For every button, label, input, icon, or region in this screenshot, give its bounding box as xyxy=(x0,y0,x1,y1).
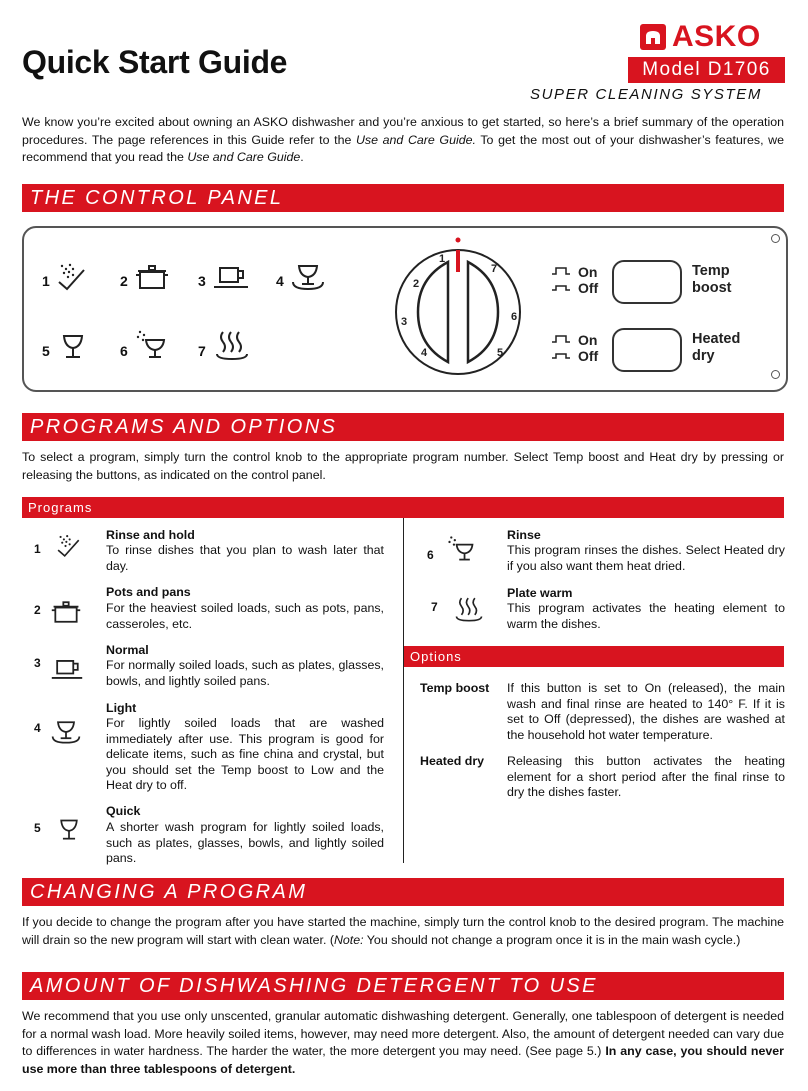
panel-screw-bottom xyxy=(771,370,780,379)
tagline: SUPER CLEANING SYSTEM xyxy=(530,86,762,103)
option-heated-dry-label: Heated dry xyxy=(420,754,485,768)
intro-text-1: We know you’re excited about owning an ASKO dishwasher and you’re anxious to get started, so here’s a brief summary of the operation procedures. The page references in this Guide refer to the xyxy=(22,115,784,147)
changing-program-heading: CHANGING A PROGRAM xyxy=(22,878,784,906)
panel-program-5-number: 5 xyxy=(42,343,50,359)
temp-boost-label-line1: Temp xyxy=(692,263,730,279)
panel-program-2-number: 2 xyxy=(120,273,128,289)
intro-emphasis-1: Use and Care Guide. xyxy=(355,132,476,147)
program-3-title: Normal xyxy=(106,643,149,657)
program-1-title: Rinse and hold xyxy=(106,528,195,542)
temp-boost-off-label: Off xyxy=(578,280,599,296)
panel-program-6-number: 6 xyxy=(120,343,128,359)
panel-program-7-number: 7 xyxy=(198,343,206,359)
cup-icon-list xyxy=(50,655,84,683)
dial-number-4: 4 xyxy=(420,347,428,359)
program-6-number: 6 xyxy=(427,548,434,562)
program-1-desc: To rinse dishes that you plan to wash later that day. xyxy=(106,543,384,573)
temp-boost-label-line2: boost xyxy=(692,280,732,296)
asko-logo xyxy=(640,20,761,54)
option-temp-boost-label: Temp boost xyxy=(420,681,490,695)
program-7-desc: This program activates the heating element to warm the dishes. xyxy=(507,601,785,631)
detergent-text xyxy=(22,1008,784,1078)
rinse-hold-icon xyxy=(54,262,88,292)
panel-program-4-number: 4 xyxy=(276,273,284,289)
detergent-warning: In any case, you should never use more than three tablespoons of detergent. xyxy=(22,1044,784,1076)
program-7-number: 7 xyxy=(431,600,438,614)
program-3-desc: For normally soiled loads, such as plates, glasses, bowls, and lightly soiled pans. xyxy=(106,658,384,688)
dial-number-2: 2 xyxy=(412,278,420,290)
dial-number-6: 6 xyxy=(510,311,518,323)
option-heated-dry-desc: Releasing this button activates the heating element for a short period after the final rinse to dry the dishes faster. xyxy=(507,754,785,800)
program-4-desc: For lightly soiled loads that are washed immediately after use. This program is good for delicate items, such as fine china and crystal, but you should set the Temp boost to Low and the Heat dry to off. xyxy=(106,716,384,793)
intro-text-3: . xyxy=(300,150,304,164)
program-5-number: 5 xyxy=(34,821,41,835)
program-4-number: 4 xyxy=(34,721,41,735)
program-4-title: Light xyxy=(106,701,137,715)
program-2-desc: For the heaviest soiled loads, such as pots, pans, casseroles, etc. xyxy=(106,601,384,631)
option-temp-boost-desc: If this button is set to On (released), the main wash and final rinse are heated to 140° F. If it is set to Off (depressed), the dishes are washed at the household hot water temperature. xyxy=(507,681,785,742)
programs-intro-text: To select a program, simply turn the control knob to the appropriate program number. Select Temp boost and Heat dry by pressing or releasing the buttons, as indicated on the control panel. xyxy=(22,450,784,482)
wine-glass-icon-list xyxy=(50,718,82,746)
heated-dry-label-line1: Heated xyxy=(692,331,741,347)
cup-icon xyxy=(212,262,250,292)
changing-text-1: If you decide to change the program after you have started the machine, simply turn the control knob to the desired program. The machine will drain so the new program will start with clean water. ( xyxy=(22,915,784,947)
pot-icon xyxy=(134,262,170,292)
changing-program-text xyxy=(22,914,784,949)
changing-text-2: You should not change a program once it is in the main wash cycle.) xyxy=(363,932,741,947)
button-up-down-icon-2 xyxy=(550,332,572,362)
program-2-number: 2 xyxy=(34,603,41,617)
intro-emphasis-2: Use and Care Guide xyxy=(187,150,301,164)
plate-warm-icon xyxy=(214,328,250,362)
button-up-down-icon xyxy=(550,264,572,294)
control-panel-heading: THE CONTROL PANEL xyxy=(22,184,784,212)
dial-number-3: 3 xyxy=(400,316,408,328)
program-2-title: Pots and pans xyxy=(106,585,191,599)
model-badge: Model D1706 xyxy=(628,57,785,83)
program-5-desc: A shorter wash program for lightly soiled loads, such as plates, glasses, bowls, and lightly soiled pans. xyxy=(106,820,384,866)
panel-screw-top xyxy=(771,234,780,243)
plate-warm-icon-list xyxy=(454,594,484,624)
glass-icon xyxy=(58,332,88,362)
asko-logo-icon xyxy=(640,24,666,50)
programs-subheading: Programs xyxy=(22,497,784,518)
rinse-icon-list xyxy=(446,534,476,564)
program-5-title: Quick xyxy=(106,804,141,818)
rinse-icon xyxy=(134,328,168,362)
heated-dry-off-label: Off xyxy=(578,348,599,364)
column-divider xyxy=(403,518,404,863)
intro-paragraph xyxy=(22,114,784,167)
rinse-hold-icon-list xyxy=(54,532,82,560)
dial-number-5: 5 xyxy=(496,347,504,359)
program-6-title: Rinse xyxy=(507,528,541,542)
pot-icon-list xyxy=(50,598,82,626)
programs-options-heading: PROGRAMS AND OPTIONS xyxy=(22,413,784,441)
heated-dry-label-line2: dry xyxy=(692,348,715,364)
temp-boost-button[interactable] xyxy=(612,260,682,304)
program-dial[interactable] xyxy=(386,232,530,382)
dial-number-7: 7 xyxy=(490,263,498,275)
changing-note-label: Note: xyxy=(333,932,364,947)
wine-glass-icon xyxy=(290,262,326,292)
intro-text-2: To get the most out of your dishwasher’s features, we recommend that you read the xyxy=(22,132,784,164)
page-title: Quick Start Guide xyxy=(22,44,288,80)
panel-program-1-number: 1 xyxy=(42,273,50,289)
panel-program-3-number: 3 xyxy=(198,273,206,289)
program-3-number: 3 xyxy=(34,656,41,670)
program-1-number: 1 xyxy=(34,542,41,556)
temp-boost-on-label: On xyxy=(578,264,598,280)
program-7-title: Plate warm xyxy=(507,586,573,600)
dial-number-1: 1 xyxy=(438,253,446,265)
heated-dry-button[interactable] xyxy=(612,328,682,372)
glass-icon-list xyxy=(56,816,82,844)
program-6-desc: This program rinses the dishes. Select Heated dry if you also want them heat dried. xyxy=(507,543,785,573)
detergent-body: We recommend that you use only unscented, granular automatic dishwashing detergent. Generally, one tablespoon of detergent is needed for a normal wash load. More heavily soiled items, however, may need more detergent. Also, the amount of detergent needed can vary due to differences in water hardness. The harder the water, the more detergent you may need. (See page 5.) xyxy=(22,1009,784,1058)
options-subheading: Options xyxy=(404,646,784,667)
detergent-heading: AMOUNT OF DISHWASHING DETERGENT TO USE xyxy=(22,972,784,1000)
brand-name: ASKO xyxy=(672,20,761,53)
heated-dry-on-label: On xyxy=(578,332,598,348)
